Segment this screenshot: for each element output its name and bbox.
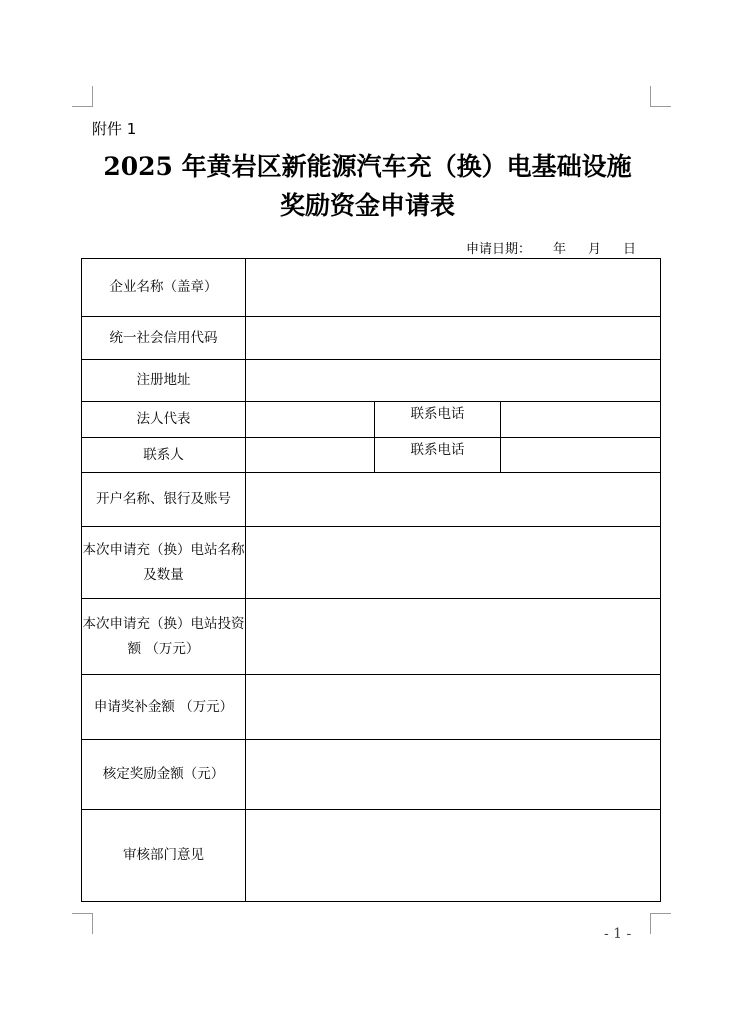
legal-rep-phone-field[interactable] [501, 402, 661, 438]
registered-address-field[interactable] [246, 360, 661, 402]
table-row [82, 360, 661, 402]
crop-mark-bottom-right [650, 913, 671, 934]
contact-phone-label: 联系电话 [375, 438, 501, 473]
credit-code-label: 统一社会信用代码 [82, 317, 246, 360]
company-name-field[interactable] [246, 259, 661, 317]
legal-rep-field[interactable] [246, 402, 375, 438]
approved-amount-label: 核定奖励金额（元） [82, 740, 246, 810]
review-opinion-label: 审核部门意见 [82, 810, 246, 902]
table-row [82, 810, 661, 902]
station-investment-field[interactable] [246, 599, 661, 675]
table-row [82, 473, 661, 527]
page-title-line1: 2025 年黄岩区新能源汽车充（换）电基础设施 [103, 152, 632, 181]
contact-person-field[interactable] [246, 438, 375, 473]
station-investment-label: 本次申请充（换）电站投资额 （万元） [82, 599, 246, 675]
subsidy-amount-label: 申请奖补金额 （万元） [82, 675, 246, 740]
table-row [82, 259, 661, 317]
date-label: 申请日期： [466, 242, 532, 257]
table-row [82, 740, 661, 810]
crop-mark-top-right [650, 86, 671, 107]
attachment-label: 附件 1 [92, 120, 137, 138]
date-year: 年 [553, 242, 567, 257]
table-row [82, 675, 661, 740]
table-row [82, 599, 661, 675]
legal-rep-phone-label: 联系电话 [375, 402, 501, 438]
contact-phone-field[interactable] [501, 438, 661, 473]
application-date [466, 238, 636, 257]
approved-amount-field[interactable] [246, 740, 661, 810]
crop-mark-top-left [72, 86, 93, 107]
table-row [82, 527, 661, 599]
date-month: 月 [588, 242, 602, 257]
page-title-line2: 奖励资金申请表 [279, 191, 455, 220]
table-row [82, 317, 661, 360]
review-opinion-field[interactable] [246, 810, 661, 902]
credit-code-field[interactable] [246, 317, 661, 360]
station-name-qty-label: 本次申请充（换）电站名称及数量 [82, 527, 246, 599]
application-form-table [81, 258, 661, 902]
table-row [82, 402, 661, 438]
crop-mark-bottom-left [72, 913, 93, 934]
registered-address-label: 注册地址 [82, 360, 246, 402]
legal-rep-label: 法人代表 [82, 402, 246, 438]
page-number: - 1 - [604, 926, 632, 942]
table-row [82, 438, 661, 473]
contact-person-label: 联系人 [82, 438, 246, 473]
station-name-qty-field[interactable] [246, 527, 661, 599]
bank-account-field[interactable] [246, 473, 661, 527]
bank-account-label: 开户名称、银行及账号 [82, 473, 246, 527]
company-name-label: 企业名称（盖章） [82, 259, 246, 317]
subsidy-amount-field[interactable] [246, 675, 661, 740]
date-day: 日 [623, 242, 637, 257]
